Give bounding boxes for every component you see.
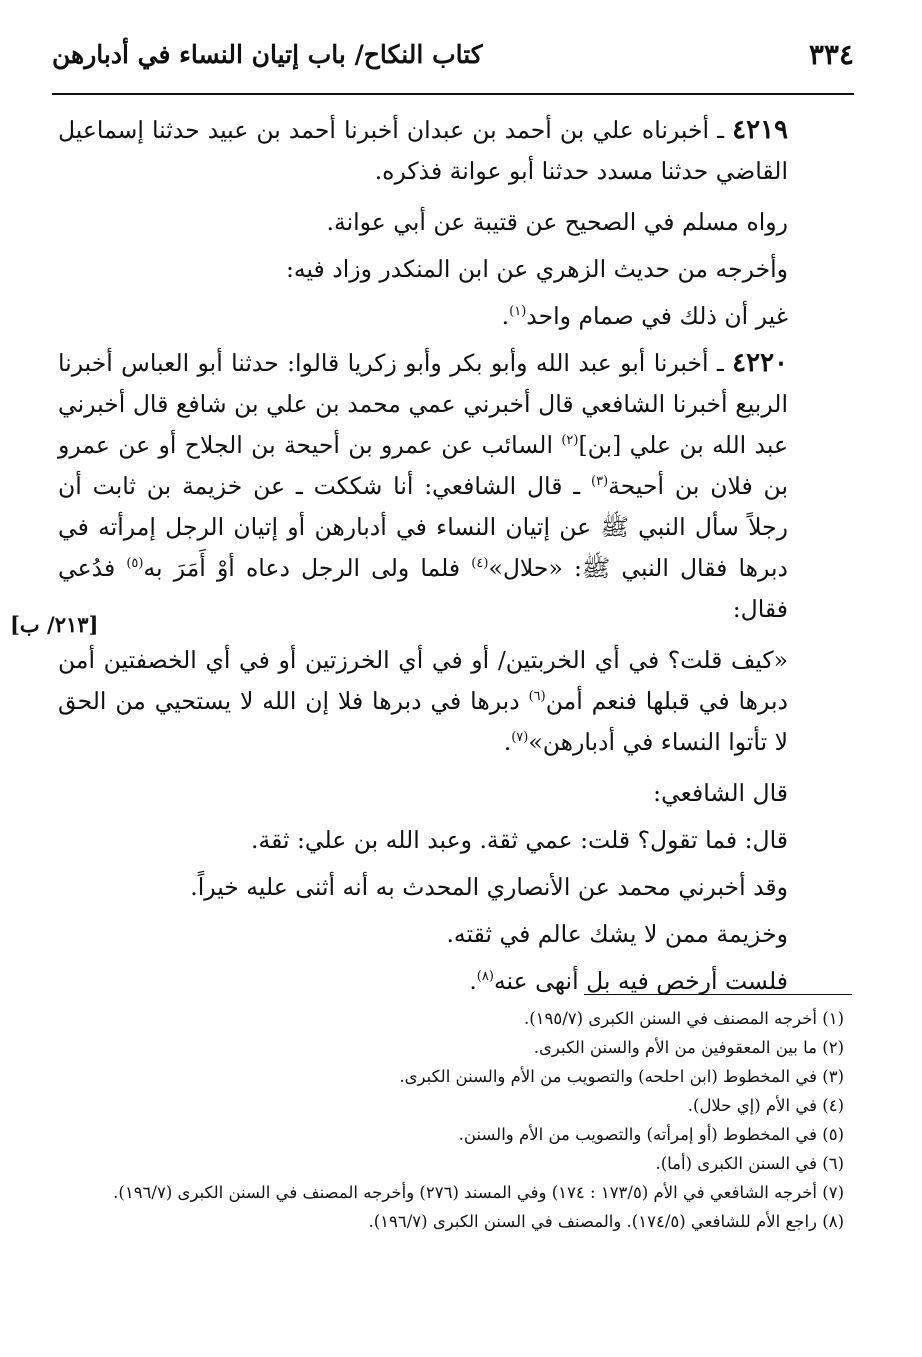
footnote-ref: (٤): [471, 556, 489, 572]
footnote-ref: (٥): [126, 556, 144, 572]
running-header: [52, 38, 854, 92]
quote-text: دبرها في دبرها فلا إن الله لا يستحيي من الحق لا تأتوا النساء في أدبارهن»: [58, 687, 788, 756]
main-text: [58, 110, 852, 1008]
line-text: غير أن ذلك في صمام واحد: [526, 302, 788, 330]
footnotes: [60, 1004, 844, 1236]
chapter-title: كتاب النكاح/ باب إتيان النساء في أدبارهن: [52, 40, 483, 69]
hadith-text: ـ أخبرناه علي بن أحمد بن عبدان أخبرنا أحمد بن عبيد حدثنا إسماعيل القاضي حدثنا مسدد حدثنا أبو عوانة فذكره.: [58, 116, 788, 185]
hadith-number: ٤٢١٩: [732, 115, 788, 145]
quote-text: «كيف قلت؟ في أي الخربتين/ أو في أي الخرزتين أو في أي الخصفتين أمن دبرها في قبلها فنعم أمن: [58, 646, 788, 715]
text-line: قال الشافعي:: [653, 779, 788, 807]
footnote: (٨) راجع الأم للشافعي (١٧٤/٥). والمصنف في السنن الكبرى (١٩٦/٧).: [368, 1212, 844, 1231]
text-line: وقد أخبرني محمد عن الأنصاري المحدث به أنه أثنى عليه خيراً.: [190, 873, 788, 901]
hadith-4220: [58, 343, 852, 630]
hadith-text: ـ أخبرنا أبو عبد الله وأبو بكر وأبو زكريا قالوا: حدثنا أبو العباس أخبرنا الربيع أخبرنا الشافعي قال أخبرني عمي محمد بن علي بن شافع قال أخبرني عبد الله بن علي [بن]: [58, 349, 789, 459]
line-end: .: [501, 302, 510, 330]
header-rule: [52, 93, 854, 95]
footnote-ref: (٣): [591, 474, 609, 490]
hadith-text: السائب عن عمرو بن أحيحة بن الجلاح أو عن عمرو بن فلان بن أحيحة: [58, 431, 788, 500]
line-text: فلست أرخص فيه بل أنهى عنه: [493, 967, 788, 995]
page-number: ٣٣٤: [808, 38, 854, 71]
manuscript-folio-marker: [٢١٣/ ب]: [10, 612, 99, 637]
text-line: قال: فما تقول؟ قلت: عمي ثقة. وعبد الله بن علي: ثقة.: [251, 826, 788, 854]
hadith-text: فلما ولى الرجل دعاه أوْ أَمَرَ به: [143, 554, 472, 582]
footnote: (٤) في الأم (إي حلال).: [687, 1096, 844, 1115]
prophet-quote: [58, 640, 852, 763]
footnote-ref: (٧): [511, 730, 529, 746]
hadith-text: فدُعي فقال:: [58, 554, 788, 623]
hadith-text: ـ قال الشافعي: أنا شككت ـ عن خزيمة بن ثابت أن رجلاً سأل النبي ﷺ عن إتيان النساء في أدبارهن أو إتيان الرجل إمرأته في دبرها فقال النبي ﷺ: «حلال»: [58, 472, 788, 582]
footnote: (٣) في المخطوط (ابن احلحه) والتصويب من الأم والسنن الكبرى.: [399, 1067, 844, 1086]
line-end: .: [469, 967, 477, 995]
hadith-4219: [58, 110, 852, 192]
footnote: (٥) في المخطوط (أو إمرأته) والتصويب من الأم والسنن.: [458, 1125, 844, 1144]
footnote: (٢) ما بين المعقوفين من الأم والسنن الكبرى.: [533, 1038, 844, 1057]
footnote-separator: [584, 994, 852, 995]
footnote-ref: (٨): [476, 969, 494, 985]
text-line: رواه مسلم في الصحيح عن قتيبة عن أبي عوانة.: [326, 208, 788, 236]
text-line: وخزيمة ممن لا يشك عالم في ثقته.: [446, 920, 788, 948]
text-line: [58, 961, 852, 1002]
footnote-ref: (٢): [561, 433, 579, 449]
footnote: (٦) في السنن الكبرى (أما).: [655, 1154, 844, 1173]
quote-end: .: [503, 728, 512, 756]
text-line: [58, 296, 852, 337]
hadith-number: ٤٢٢٠: [732, 348, 788, 378]
footnote-ref: (٦): [528, 689, 546, 705]
footnote: (٧) أخرجه الشافعي في الأم (١٧٣/٥ : ١٧٤) وفي المسند (٢٧٦) وأخرجه المصنف في السنن الكبرى (١٩٦/٧).: [113, 1183, 844, 1202]
footnote: (١) أخرجه المصنف في السنن الكبرى (١٩٥/٧).: [523, 1009, 844, 1028]
footnote-ref: (١): [509, 304, 527, 320]
text-line: وأخرجه من حديث الزهري عن ابن المنكدر وزاد فيه:: [285, 255, 788, 283]
